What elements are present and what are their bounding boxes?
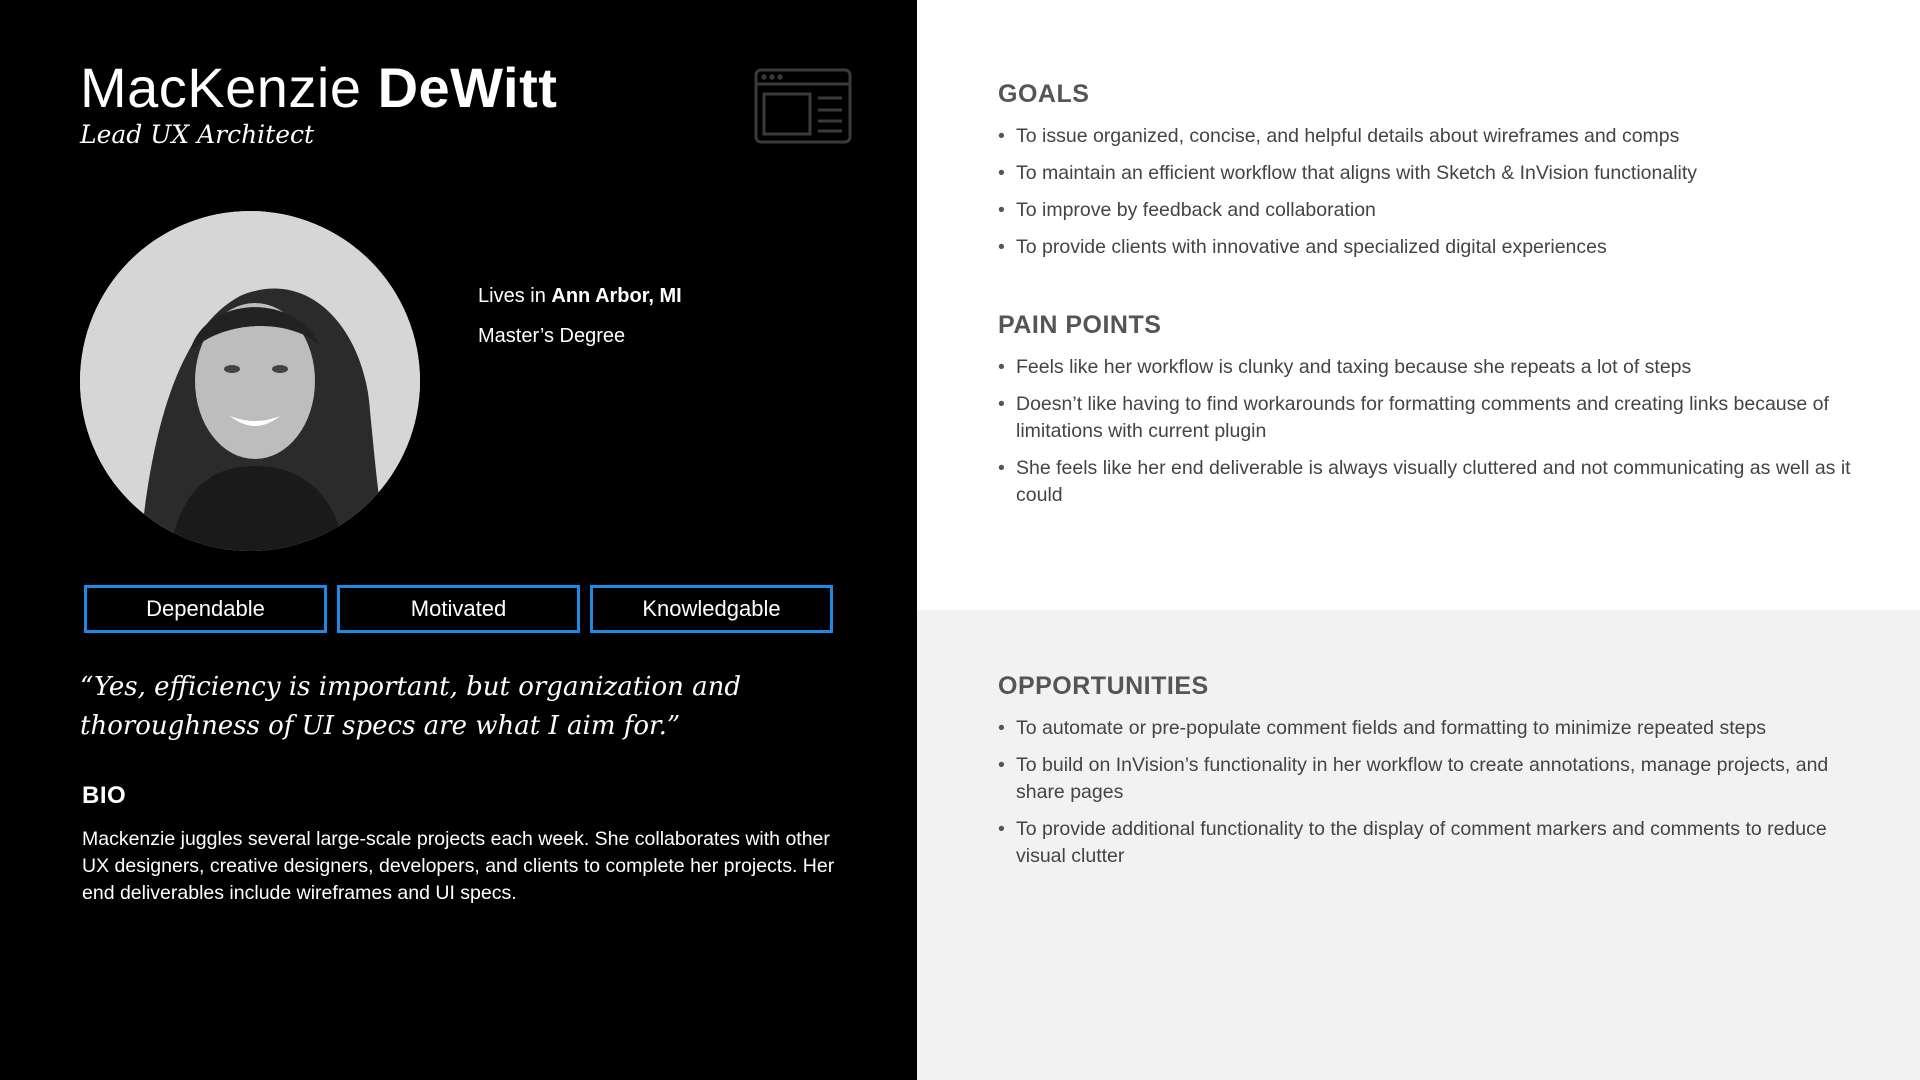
pain-points-heading: PAIN POINTS bbox=[998, 311, 1162, 339]
bio-text: Mackenzie juggles several large-scale projects each week. She collaborates with other UX designers, creative designers, developers, and clients to complete her projects. Her end deliverables include wireframes and UI specs. bbox=[82, 828, 835, 904]
persona-quote: “Yes, efficiency is important, but organization and thoroughness of UI specs are what I aim for.” bbox=[80, 672, 742, 741]
last-name: DeWitt bbox=[377, 56, 558, 119]
trait-tags bbox=[84, 585, 833, 633]
persona-role: Lead UX Architect bbox=[80, 120, 315, 149]
list-item: • To issue organized, concise, and helpful details about wireframes and comps bbox=[998, 123, 1858, 150]
avatar bbox=[80, 211, 420, 551]
wireframe-browser-icon bbox=[754, 68, 852, 144]
persona-name bbox=[80, 56, 557, 120]
pain-points-list bbox=[998, 354, 1858, 509]
opportunities-heading: OPPORTUNITIES bbox=[998, 672, 1209, 700]
list-item: • To improve by feedback and collaboration bbox=[998, 197, 1858, 224]
education: Master’s Degree bbox=[478, 325, 626, 347]
list-item: • To build on InVision’s functionality in her workflow to create annotations, manage projects, and share pages bbox=[998, 752, 1858, 806]
bio-heading: BIO bbox=[82, 782, 127, 809]
list-item: • She feels like her end deliverable is always visually cluttered and not communicating as well as it could bbox=[998, 455, 1858, 509]
opportunities-section bbox=[998, 672, 1858, 880]
opportunities-list bbox=[998, 715, 1858, 870]
goals-heading: GOALS bbox=[998, 80, 1090, 108]
list-item: • Doesn’t like having to find workarounds for formatting comments and creating links because of limitations with current plugin bbox=[998, 391, 1858, 445]
location-value: Ann Arbor, MI bbox=[551, 285, 682, 307]
list-item: • Feels like her workflow is clunky and taxing because she repeats a lot of steps bbox=[998, 354, 1858, 381]
goals-section bbox=[998, 80, 1858, 271]
goals-list bbox=[998, 123, 1858, 261]
list-item: • To provide clients with innovative and specialized digital experiences bbox=[998, 234, 1858, 261]
location-prefix: Lives in bbox=[478, 285, 546, 307]
trait-tag: Motivated bbox=[337, 585, 580, 633]
list-item: • To automate or pre-populate comment fields and formatting to minimize repeated steps bbox=[998, 715, 1858, 742]
list-item: • To maintain an efficient workflow that aligns with Sketch & InVision functionality bbox=[998, 160, 1858, 187]
pain-points-section bbox=[998, 311, 1858, 519]
avatar-photo bbox=[80, 211, 420, 551]
persona-facts bbox=[478, 284, 682, 364]
trait-tag: Knowledgable bbox=[590, 585, 833, 633]
first-name: MacKenzie bbox=[80, 56, 362, 119]
location-line bbox=[478, 284, 682, 308]
trait-tag: Dependable bbox=[84, 585, 327, 633]
persona-panel bbox=[0, 0, 917, 1080]
list-item: • To provide additional functionality to the display of comment markers and comments to reduce visual clutter bbox=[998, 816, 1858, 870]
